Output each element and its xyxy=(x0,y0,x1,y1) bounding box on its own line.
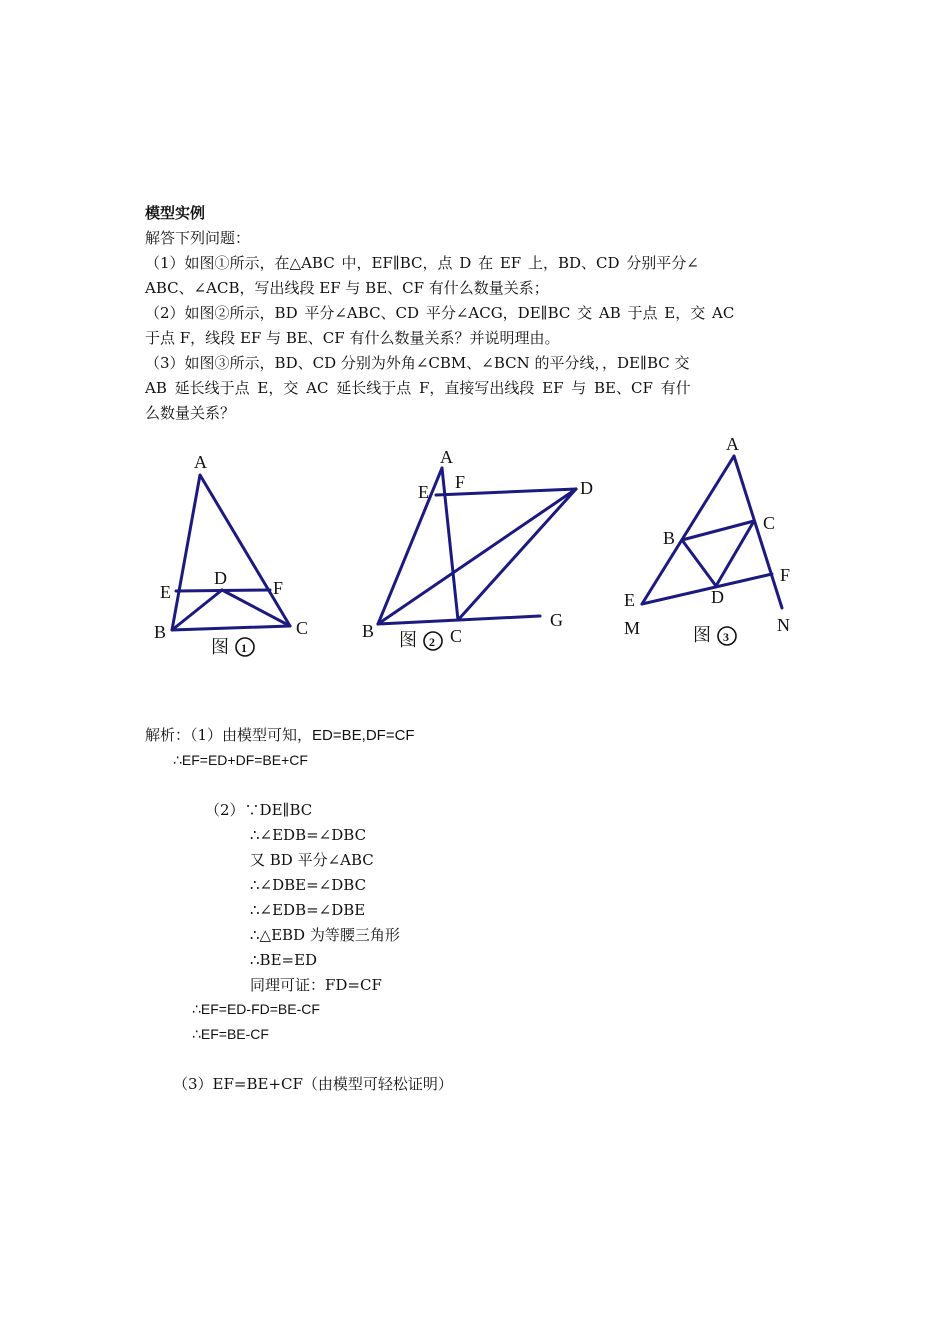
question-3-line-2: AB 延长线于点 E，交 AC 延长线于点 F，直接写出线段 EF 与 BE、CF 有什 xyxy=(145,379,691,397)
solution-1-prefix: 解析：（1）由模型可知， xyxy=(145,726,313,744)
segment-bc xyxy=(682,521,754,540)
solution-2-line-9: ∴EF=ED-FD=BE-CF xyxy=(192,1001,320,1017)
figure-3-lines xyxy=(642,456,782,608)
label-a: A xyxy=(726,434,739,454)
label-c: C xyxy=(450,626,463,646)
label-d: D xyxy=(711,587,724,607)
figure-3-caption: 图 xyxy=(693,625,711,645)
figure-3-number: 3 xyxy=(723,630,729,644)
section-title: 模型实例 xyxy=(145,204,206,222)
label-c: C xyxy=(296,618,309,638)
label-e: E xyxy=(624,590,635,610)
segment-bd xyxy=(172,590,222,630)
label-e: E xyxy=(160,582,171,602)
segment-ac xyxy=(442,468,458,620)
segment-dc xyxy=(222,590,290,626)
label-d: D xyxy=(580,478,593,498)
segment-ef xyxy=(176,590,270,591)
figure-1-caption: 图 xyxy=(211,637,229,657)
question-2-line-2: 于点 F，线段 EF 与 BE、CF 有什么数量关系？并说明理由。 xyxy=(145,329,560,347)
figure-2-caption: 图 xyxy=(399,630,417,650)
label-m: M xyxy=(624,618,641,638)
figure-1-number: 1 xyxy=(241,641,247,655)
solution-2-line-3: 又 BD 平分∠ABC xyxy=(250,851,374,869)
solution-2-line-7: ∴BE=ED xyxy=(250,951,318,969)
question-1-line-1: （1）如图①所示，在△ABC 中，EF∥BC，点 D 在 EF 上，BD、CD 分别平分∠ xyxy=(145,254,699,272)
solution-2-line-10: ∴EF=BE-CF xyxy=(192,1026,269,1042)
solution-2-line-8: 同理可证：FD=CF xyxy=(250,976,382,994)
solution-1-line-2: ∴EF=ED+DF=BE+CF xyxy=(173,752,308,768)
figure-1-lines xyxy=(172,475,290,630)
solution-1-line-1 xyxy=(145,725,415,746)
solution-2-line-1: （2）∵DE∥BC xyxy=(205,801,313,819)
label-b: B xyxy=(663,528,676,548)
label-f: F xyxy=(273,578,284,598)
question-2-line-1: （2）如图②所示，BD 平分∠ABC、CD 平分∠ACG，DE∥BC 交 AB 于点 E，交 AC xyxy=(145,304,735,322)
figure-2-number-circle xyxy=(424,632,442,650)
label-n: N xyxy=(777,615,790,635)
label-g: G xyxy=(550,610,563,630)
solution-2-line-4: ∴∠DBE=∠DBC xyxy=(250,876,367,894)
label-f: F xyxy=(455,472,466,492)
label-a: A xyxy=(194,452,207,472)
solution-2-line-2: ∴∠EDB=∠DBC xyxy=(250,826,367,844)
figure-3-number-circle xyxy=(718,627,736,645)
label-e: E xyxy=(418,482,429,502)
label-f: F xyxy=(780,565,791,585)
segment-ef xyxy=(642,574,772,604)
solution-2-line-5: ∴∠EDB=∠DBE xyxy=(250,901,366,919)
triangle-abc xyxy=(172,475,290,630)
question-3-line-3: 么数量关系？ xyxy=(145,404,236,422)
segment-bg xyxy=(378,616,540,624)
segment-am xyxy=(642,456,734,604)
figure-2-number: 2 xyxy=(429,635,435,649)
question-3-line-1: （3）如图③所示，BD、CD 分别为外角∠CBM、∠BCN 的平分线，，DE∥BC 交 xyxy=(145,354,690,372)
figure-1-number-circle xyxy=(236,638,254,656)
segment-an xyxy=(734,456,782,608)
segment-bd xyxy=(378,489,576,624)
segment-bd xyxy=(682,540,716,586)
solution-3-line-1: （3）EF=BE+CF（由模型可轻松证明） xyxy=(173,1075,453,1093)
segment-cd xyxy=(716,521,754,586)
figure-2-lines xyxy=(378,468,576,624)
segment-ed xyxy=(436,489,576,495)
segment-cd xyxy=(458,489,576,620)
label-d: D xyxy=(214,568,227,588)
question-intro: 解答下列问题： xyxy=(145,229,251,247)
label-b: B xyxy=(362,621,375,641)
label-b: B xyxy=(154,622,167,642)
question-1-line-2: ABC、∠ACB，写出线段 EF 与 BE、CF 有什么数量关系； xyxy=(145,279,549,297)
label-c: C xyxy=(763,513,776,533)
solution-2-line-6: ∴△EBD 为等腰三角形 xyxy=(250,926,400,944)
segment-ba xyxy=(378,468,442,624)
solution-1-equation: ED=BE,DF=CF xyxy=(312,727,415,744)
label-a: A xyxy=(440,447,453,467)
